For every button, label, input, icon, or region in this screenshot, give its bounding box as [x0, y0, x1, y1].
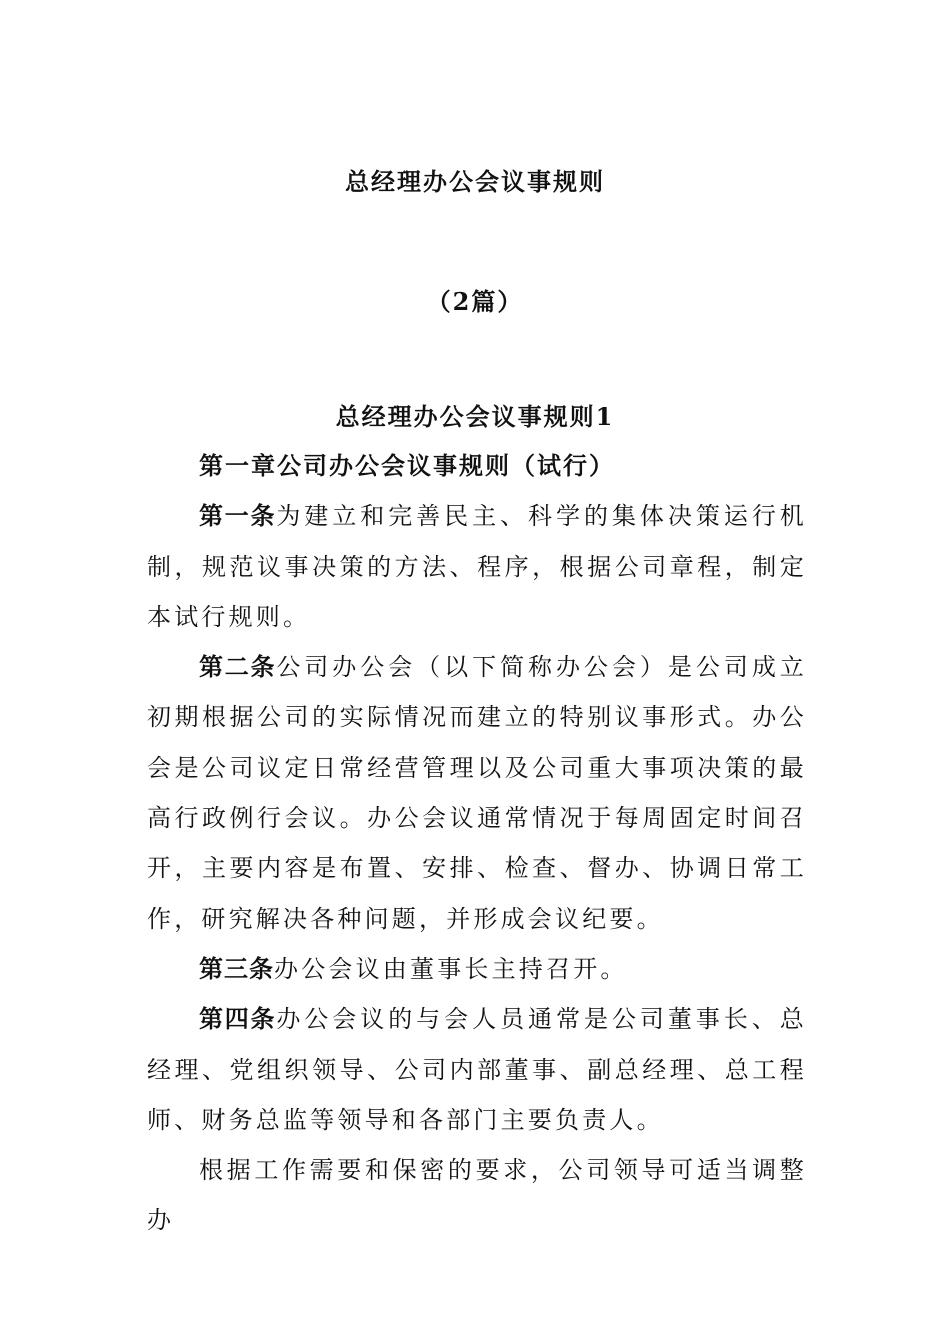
article-paragraph-2: [147, 642, 807, 944]
article-label: 第二条: [199, 652, 277, 682]
article-label: 第一条: [199, 501, 277, 531]
article-text: 公司办公会（以下简称办公会）是公司成立初期根据公司的实际情况而建立的特别议事形式。办公会是公司议定日常经营管理以及公司重大事项决策的最高行政例行会议。办公会议通常情况于每周固定时间召开，主要内容是布置、安排、检查、督办、协调日常工作，研究解决各种问题，并形成会议纪要。: [147, 653, 807, 933]
article-paragraph-3: [147, 944, 807, 994]
section-title: 总经理办公会议事规则1: [335, 402, 615, 431]
document-count-note: （2篇）: [426, 287, 524, 316]
article-label: 第三条: [199, 953, 274, 983]
closing-paragraph: 根据工作需要和保密的要求，公司领导可适当调整办: [147, 1156, 807, 1235]
chapter-heading: 第一章公司办公会议事规则（试行）: [199, 451, 615, 480]
article-label: 第四条: [199, 1004, 277, 1034]
article-text: 办公会议由董事长主持召开。: [274, 954, 628, 983]
article-paragraph-1: [147, 491, 807, 642]
article-text: 办公会议的与会人员通常是公司董事长、总经理、党组织领导、公司内部董事、副总经理、总工程师、财务总监等领导和各部门主要负责人。: [147, 1005, 807, 1134]
document-title: 总经理办公会议事规则: [345, 167, 605, 196]
document-body: [147, 441, 807, 1246]
article-paragraph-4: [147, 994, 807, 1145]
article-text: 为建立和完善民主、科学的集体决策运行机制，规范议事决策的方法、程序，根据公司章程，制定本试行规则。: [147, 502, 807, 631]
